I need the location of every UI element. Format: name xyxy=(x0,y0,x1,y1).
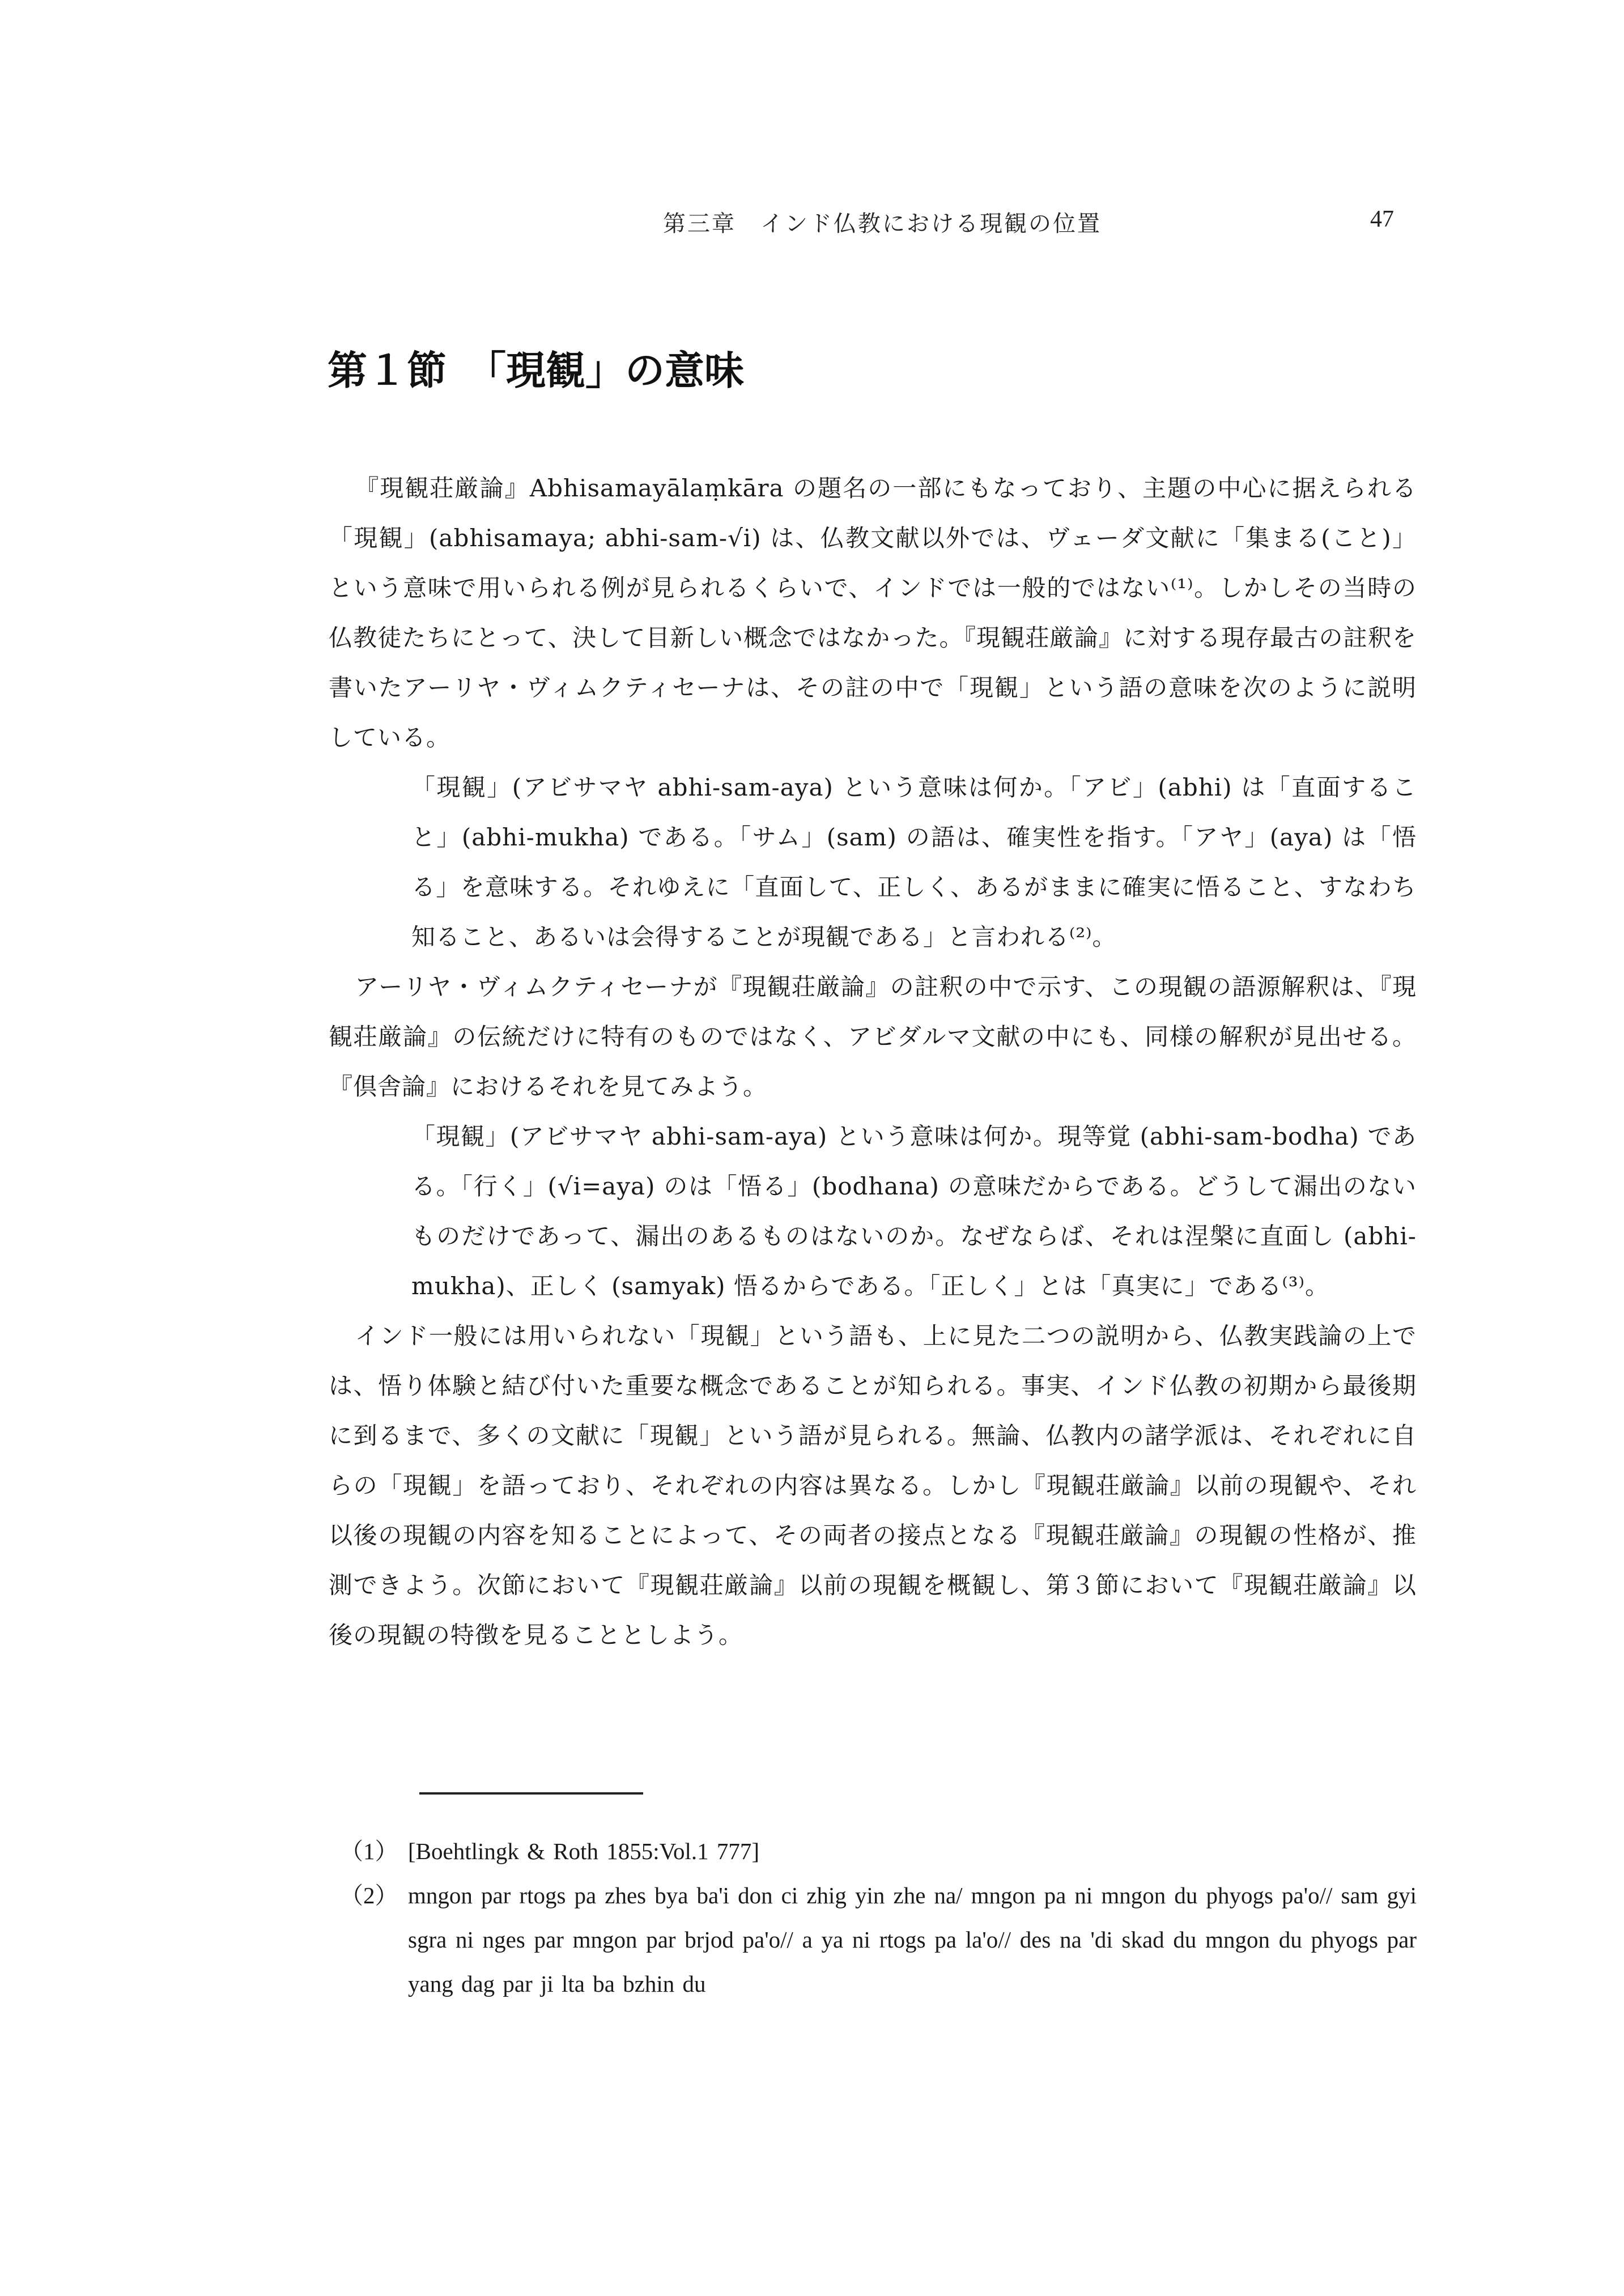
body-text xyxy=(329,464,1417,1660)
footnote-divider xyxy=(419,1792,643,1795)
paragraph: 『現観荘厳論』Abhisamayālaṃkāra の題名の一部にもなっており、主題の中心に据えられる「現観」(abhisamaya; abhi-sam-√i) は、仏教文献以外では、ヴェーダ文献に「集まる(こと)」という意味で用いられる例が見られるくらいで、インドでは一般的ではない⁽¹⁾。しかしその当時の仏教徒たちにとって、決して目新しい概念ではなかった。『現観荘厳論』に対する現存最古の註釈を書いたアーリヤ・ヴィムクティセーナは、その註の中で「現観」という語の意味を次のように説明している。 xyxy=(329,474,1417,751)
paragraph: インド一般には用いられない「現観」という語も、上に見た二つの説明から、仏教実践論の上では、悟り体験と結び付いた重要な概念であることが知られる。事実、インド仏教の初期から最後期に到るまで、多くの文献に「現観」という語が見られる。無論、仏教内の諸学派は、それぞれに自らの「現観」を語っており、それぞれの内容は異なる。しかし『現観荘厳論』以前の現観や、それ以後の現観の内容を知ることによって、その両者の接点となる『現観荘厳論』の現観の性格が、推測できよう。次節において『現観荘厳論』以前の現観を概観し、第３節において『現観荘厳論』以後の現観の特徴を見ることとしよう。 xyxy=(329,1322,1417,1649)
footnotes xyxy=(340,1829,1417,2006)
footnote-number: （2） xyxy=(340,1882,398,1908)
section-title: 第１節 「現観」の意味 xyxy=(328,347,744,394)
block-quote: 「現観」(アビサマヤ abhi-sam-aya) という意味は何か。「アビ」(abhi) は「直面すること」(abhi-mukha) である。「サム」(sam) の語は、確実性を指す。「アヤ」(aya) は「悟る」を意味する。それゆえに「直面して、正しく、あるがままに確実に悟ること、すなわち知ること、あるいは会得することが現観である」と言われる⁽²⁾。 xyxy=(411,773,1417,951)
footnote-text: [Boehtlingk & Roth 1855:Vol.1 777] xyxy=(408,1838,760,1864)
footnote-item xyxy=(340,1829,1417,1873)
footnote-item xyxy=(340,1873,1417,2006)
block-quote: 「現観」(アビサマヤ abhi-sam-aya) という意味は何か。現等覚 (abhi-sam-bodha) である。「行く」(√i=aya) のは「悟る」(bodhana) の意味だからである。どうして漏出のないものだけであって、漏出のあるものはないのか。なぜならば、それは涅槃に直面し (abhi-mukha)、正しく (samyak) 悟るからである。「正しく」とは「真実に」である⁽³⁾。 xyxy=(411,1123,1417,1300)
page-number: 47 xyxy=(1370,206,1394,232)
footnote-number: （1） xyxy=(340,1838,398,1864)
paragraph: アーリヤ・ヴィムクティセーナが『現観荘厳論』の註釈の中で示す、この現観の語源解釈は、『現観荘厳論』の伝統だけに特有のものではなく、アビダルマ文献の中にも、同様の解釈が見出せる。『倶舎論』におけるそれを見てみよう。 xyxy=(329,973,1417,1100)
running-header: 第三章 インド仏教における現観の位置 xyxy=(663,211,1102,237)
footnote-text: mngon par rtogs pa zhes bya ba'i don ci zhig yin zhe na/ mngon pa ni mngon du phyogs pa'o// sam gyi sgra ni nges par mngon par brjod pa'o// a ya ni rtogs pa la'o// des na 'di skad du mngon du phyogs par yang dag par ji lta ba bzhin du xyxy=(408,1882,1417,1997)
